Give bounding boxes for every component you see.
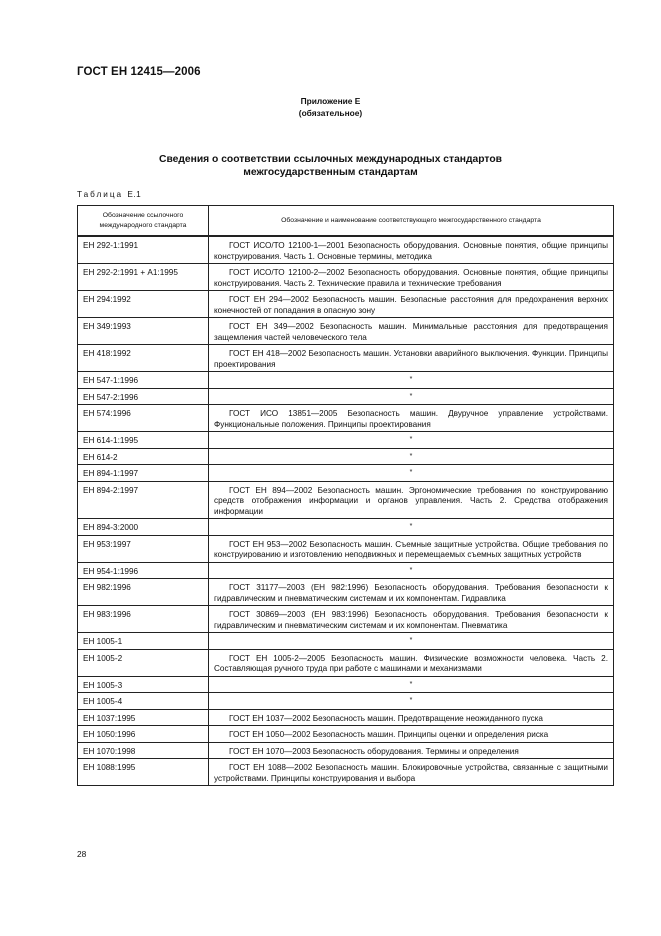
interstate-standard-cell <box>209 318 614 345</box>
interstate-standard-cell: * <box>209 432 614 449</box>
standard-title-text: ГОСТ ЕН 1070—2003 Безопасность оборудования. Термины и определения <box>229 746 519 756</box>
international-standard-cell: ЕН 574:1996 <box>78 405 209 432</box>
interstate-standard-cell <box>209 481 614 519</box>
interstate-standard-cell <box>209 535 614 562</box>
international-standard-cell: ЕН 1037:1995 <box>78 709 209 726</box>
international-standard-cell: ЕН 983:1996 <box>78 606 209 633</box>
international-standard-cell: ЕН 894-2:1997 <box>78 481 209 519</box>
table-row <box>78 405 614 432</box>
interstate-standard-cell: * <box>209 465 614 482</box>
standard-title-text: ГОСТ 30869—2003 (ЕН 983:1996) Безопасность оборудования. Требования безопасности к гидравлическим и пневматическим системам и их компонентам. Пневматика <box>214 610 608 630</box>
international-standard-cell: ЕН 614-1:1995 <box>78 432 209 449</box>
international-standard-cell: ЕН 1088:1995 <box>78 759 209 786</box>
international-standard-cell: ЕН 954-1:1996 <box>78 562 209 579</box>
table-row <box>78 649 614 676</box>
standard-title-text: ГОСТ ЕН 1050—2002 Безопасность машин. Принципы оценки и определения риска <box>229 730 549 739</box>
standard-title-text: ГОСТ ЕН 1005-2—2005 Безопасность машин. Физические возможности человека. Часть 2. Составляющая ручного труда при работе с машинами и механизмами <box>214 653 608 673</box>
international-standard-cell: ЕН 418:1992 <box>78 345 209 372</box>
interstate-standard-cell <box>209 649 614 676</box>
interstate-standard-cell: * <box>209 633 614 650</box>
table-body <box>78 236 614 786</box>
international-standard-cell: ЕН 1050:1996 <box>78 726 209 743</box>
international-standard-cell: ЕН 894-3:2000 <box>78 519 209 536</box>
table-row <box>78 676 614 693</box>
table-row <box>78 388 614 405</box>
interstate-standard-cell <box>209 291 614 318</box>
interstate-standard-cell <box>209 405 614 432</box>
table-row <box>78 291 614 318</box>
table-row <box>78 759 614 786</box>
page-number: 28 <box>77 849 87 859</box>
standard-title-text: ГОСТ ЕН 1037—2002 Безопасность машин. Предотвращение неожиданного пуска <box>229 713 543 723</box>
standard-title-text: ГОСТ ЕН 349—2002 Безопасность машин. Минимальные расстояния для предотвращения защемления частей человеческого тела <box>214 322 608 342</box>
section-title-line-2: межгосударственным стандартам <box>243 167 418 178</box>
section-title-line-1: Сведения о соответствии ссылочных международных стандартов <box>159 154 502 165</box>
interstate-standard-cell <box>209 264 614 291</box>
table-row <box>78 432 614 449</box>
interstate-standard-cell: * <box>209 388 614 405</box>
interstate-standard-cell <box>209 742 614 759</box>
header-international-standard: Обозначение ссылочного международного стандарта <box>78 206 209 237</box>
interstate-standard-cell <box>209 579 614 606</box>
international-standard-cell: ЕН 349:1993 <box>78 318 209 345</box>
table-row <box>78 633 614 650</box>
table-row <box>78 535 614 562</box>
table-caption-word: Таблица <box>77 190 124 199</box>
interstate-standard-cell: * <box>209 372 614 389</box>
table-row <box>78 264 614 291</box>
interstate-standard-cell <box>209 345 614 372</box>
interstate-standard-cell <box>209 726 614 743</box>
table-header-row <box>78 206 614 237</box>
table-row <box>78 693 614 710</box>
standard-title-text: ГОСТ ИСО/ТО 12100-2—2002 Безопасность оборудования. Основные понятия, общие принципы конструирования. Часть 2. Технические правила и технические требования <box>214 268 608 288</box>
international-standard-cell: ЕН 614-2 <box>78 448 209 465</box>
table-row <box>78 709 614 726</box>
international-standard-cell: ЕН 1070:1998 <box>78 742 209 759</box>
interstate-standard-cell: * <box>209 562 614 579</box>
interstate-standard-cell <box>209 709 614 726</box>
international-standard-cell: ЕН 953:1997 <box>78 535 209 562</box>
interstate-standard-cell: * <box>209 448 614 465</box>
table-row <box>78 236 614 264</box>
standard-title-text: ГОСТ 31177—2003 (ЕН 982:1996) Безопасность оборудования. Требования безопасности к гидравлическим и пневматическим системам и их компонентам. Гидравлика <box>214 583 608 603</box>
standard-title-text: ГОСТ ИСО/ТО 12100-1—2001 Безопасность оборудования. Основные понятия, общие принципы конструирования. Часть 1. Основные термины, методика <box>214 241 608 261</box>
standard-title-text: ГОСТ ЕН 294—2002 Безопасность машин. Безопасные расстояния для предохранения верхних конечностей от попадания в опасную зону <box>214 295 608 315</box>
table-row <box>78 448 614 465</box>
interstate-standard-cell <box>209 236 614 264</box>
table-row <box>78 562 614 579</box>
annex-title: Приложение Е <box>300 96 361 106</box>
interstate-standard-cell <box>209 759 614 786</box>
table-row <box>78 481 614 519</box>
international-standard-cell: ЕН 292-1:1991 <box>78 236 209 264</box>
standard-title-text: ГОСТ ЕН 1088—2002 Безопасность машин. Блокировочные устройства, связанные с защитными устройствами. Принципы конструирования и выбора <box>214 763 608 783</box>
standard-title-text: ГОСТ ЕН 953—2002 Безопасность машин. Съемные защитные устройства. Общие требования по конструированию и изготовлению неподвижных и перемещаемых съемных защитных устройств <box>214 539 608 559</box>
interstate-standard-cell: * <box>209 519 614 536</box>
table-row <box>78 726 614 743</box>
annex-heading <box>0 95 661 119</box>
international-standard-cell: ЕН 292-2:1991 + А1:1995 <box>78 264 209 291</box>
header-interstate-standard: Обозначение и наименование соответствующего межгосударственного стандарта <box>209 206 614 237</box>
section-title <box>0 153 661 179</box>
international-standard-cell: ЕН 894-1:1997 <box>78 465 209 482</box>
international-standard-cell: ЕН 1005-2 <box>78 649 209 676</box>
table-caption-number: Е.1 <box>127 190 142 199</box>
international-standard-cell: ЕН 1005-4 <box>78 693 209 710</box>
international-standard-cell: ЕН 547-1:1996 <box>78 372 209 389</box>
international-standard-cell: ЕН 294:1992 <box>78 291 209 318</box>
running-header: ГОСТ ЕН 12415—2006 <box>77 66 201 78</box>
international-standard-cell: ЕН 982:1996 <box>78 579 209 606</box>
table-row <box>78 318 614 345</box>
annex-status: (обязательное) <box>298 108 363 118</box>
table-row <box>78 345 614 372</box>
standard-title-text: ГОСТ ЕН 894—2002 Безопасность машин. Эргономические требования по конструированию средств отображения информации и органов управления. Часть 2. Средства отображения информации <box>214 485 608 516</box>
correspondence-table <box>77 205 614 786</box>
international-standard-cell: ЕН 1005-3 <box>78 676 209 693</box>
interstate-standard-cell: * <box>209 676 614 693</box>
table-row <box>78 372 614 389</box>
interstate-standard-cell: * <box>209 693 614 710</box>
international-standard-cell: ЕН 547-2:1996 <box>78 388 209 405</box>
table-caption <box>77 190 141 199</box>
table-row <box>78 742 614 759</box>
standard-title-text: ГОСТ ЕН 418—2002 Безопасность машин. Установки аварийного выключения. Функции. Принципы проектирования <box>214 349 608 369</box>
table-row <box>78 465 614 482</box>
table-row <box>78 579 614 606</box>
table-row <box>78 519 614 536</box>
table-row <box>78 606 614 633</box>
international-standard-cell: ЕН 1005-1 <box>78 633 209 650</box>
interstate-standard-cell <box>209 606 614 633</box>
standard-title-text: ГОСТ ИСО 13851—2005 Безопасность машин. Двуручное управление устройствами. Функциональные положения. Принципы проектирования <box>214 409 608 429</box>
